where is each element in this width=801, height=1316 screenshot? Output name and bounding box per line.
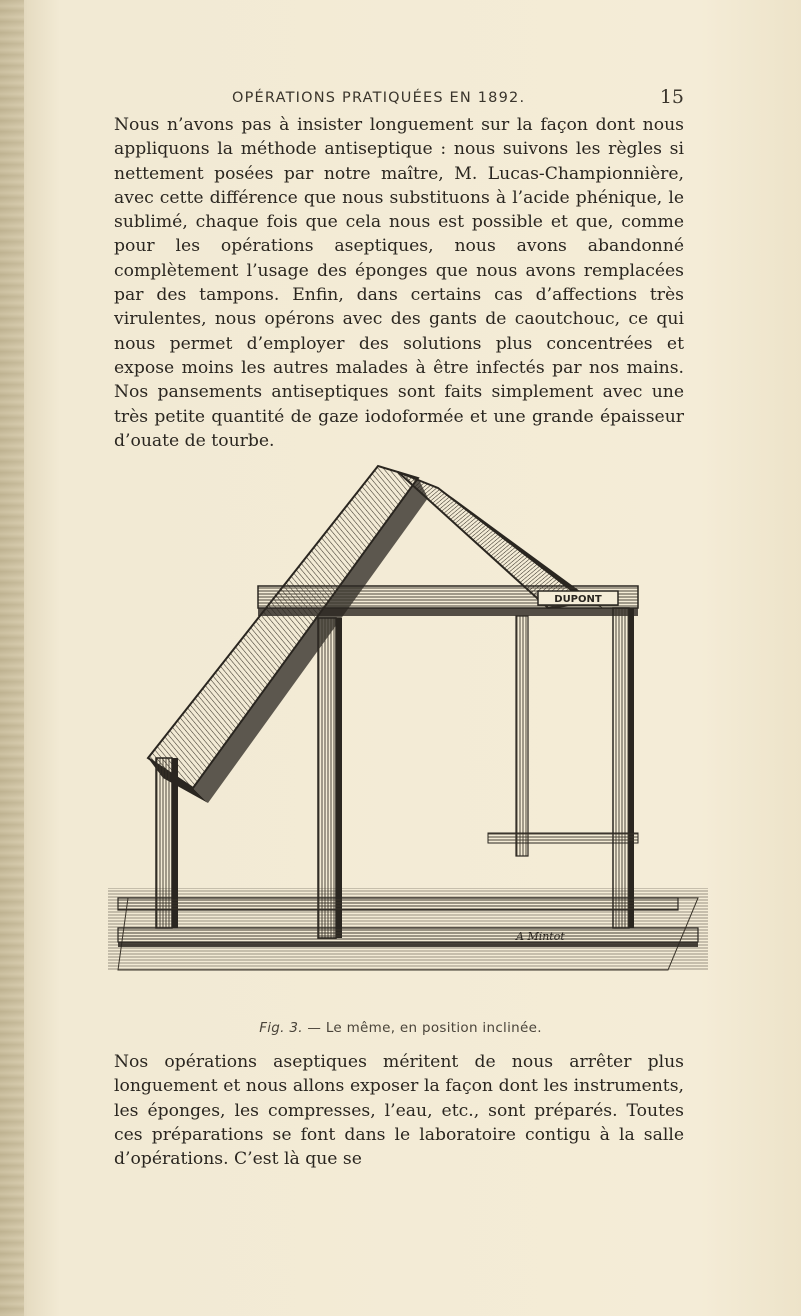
figure-caption-text: — Le même, en position inclinée.	[302, 1020, 542, 1036]
figure-caption	[0, 1020, 801, 1036]
figure-label: Fig. 3.	[259, 1020, 303, 1036]
manufacturer-plate: DUPONT	[554, 594, 602, 605]
figure-operating-table-inclined	[108, 458, 708, 988]
table-frame-top	[258, 586, 638, 616]
paragraph-antiseptic-method: Nous n’avons pas à insister longuement sur la façon dont nous appliquons la méthode antiseptique : nous suivons les règles si nettement posées par notre maître, M. Lucas-Championnière, avec cette différence que nous substituons à l’acide phénique, le sublimé, chaque fois que cela nous est possible et que, comme pour les opérations aseptiques, nous avons abandonné complètement l’usage des éponges que nous avons remplacées par des tampons. Enfin, dans certains cas d’affections très virulentes, nous opérons avec des gants de caoutchouc, ce qui nous permet d’employer des solutions plus concentrées et expose moins les autres malades à être infectés par nos mains. Nos pansements antiseptiques sont faits simplement avec une très petite quantité de gaze iodoformée et une grande épaisseur d’ouate de tourbe.	[114, 115, 684, 451]
engraver-signature: A Mintot	[516, 930, 565, 943]
page-binding-edge	[0, 0, 24, 1316]
running-head: OPÉRATIONS PRATIQUÉES EN 1892.	[232, 90, 526, 106]
paragraph-aseptic-operations: Nos opérations aseptiques méritent de nous arrêter plus longuement et nous allons exposer la façon dont les instruments, les éponges, les compresses, l’eau, etc., sont préparés. Toutes ces préparations se font dans le laboratoire contigu à la salle d’opérations. C’est là que se	[114, 1052, 684, 1170]
inclined-table-top	[148, 466, 428, 803]
operating-table-engraving	[108, 458, 708, 988]
page-header	[232, 86, 684, 112]
page-number: 15	[659, 86, 684, 108]
